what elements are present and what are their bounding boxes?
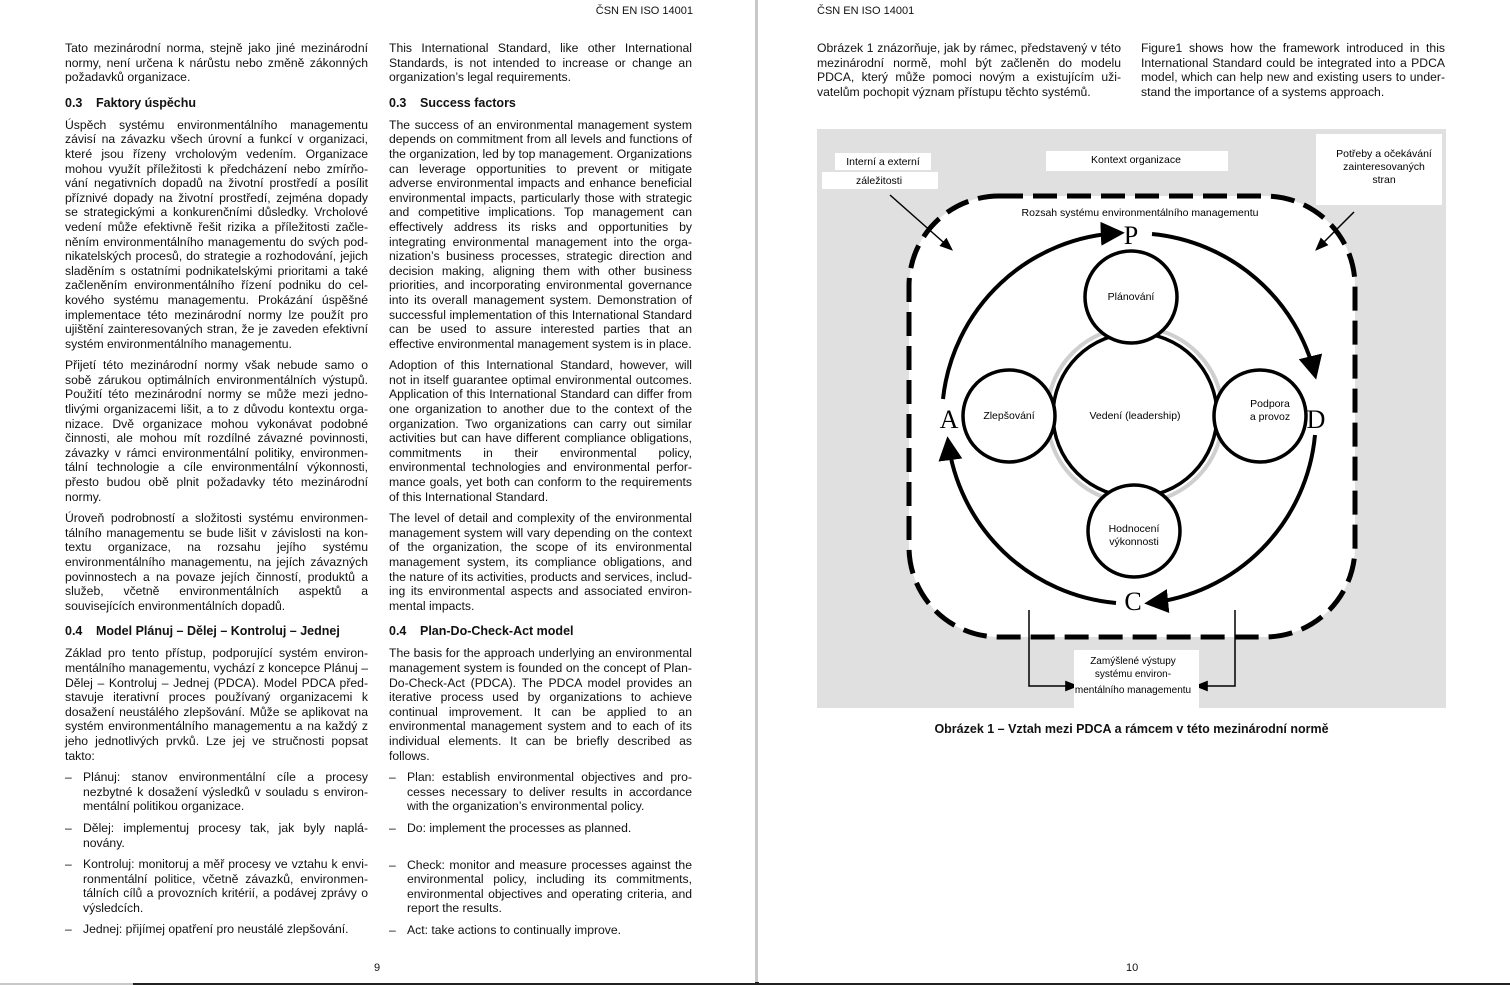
- letter-a: A: [939, 405, 959, 434]
- cz-intro: Tato mezinárodní norma, stejně jako jiné mezinárodní normy, není určena k nárůstu nebo změně zákonných požadavků organizace.: [65, 41, 368, 85]
- needs-label-1: Potřeby a očekávání: [1336, 148, 1432, 160]
- leadership-label: Vedení (leadership): [1089, 410, 1181, 422]
- letter-d: D: [1306, 405, 1326, 434]
- en-section-0-3-heading: [389, 96, 692, 111]
- section-number: 0.3: [65, 95, 83, 110]
- en-paragraph: The basis for the approach underlying an environmental management system is founded on the concept of Plan-Do-Check-Act (PDCA). The PDCA model provides an iterative process used by organizations to achieve continual improvement. It can be applied to an environmental management system and to each of its individual elements. It can be briefly described as follows.: [389, 646, 692, 763]
- planning-label: Plánování: [1107, 291, 1155, 303]
- czech-column: [65, 41, 368, 944]
- letter-p: P: [1123, 221, 1139, 250]
- en-figure-intro: [1141, 41, 1445, 106]
- dash-bullet: –: [65, 770, 72, 785]
- cz-section-0-4-heading: [65, 624, 368, 639]
- internal-issues-label-2: záležitosti: [855, 175, 903, 187]
- en-paragraph: Adoption of this International Standard, however, will not in itself guarantee optimal environmental outcomes. Application of this International Standard can differ from one organization to another due to the context of the organization. Two organizations can carry out similar activities but can have different compliance obligations, commitments in their environmental policy, environmental technologies and environmental performance goals, yet both can conform to the requirements of this International Standard.: [389, 358, 692, 504]
- dash-bullet: –: [65, 857, 72, 872]
- list-item-text: Dělej: implementuj procesy tak, jak byly naplánovány.: [83, 820, 368, 850]
- page-number: 10: [1126, 962, 1139, 974]
- evaluation-label-1: Hodnocení: [1108, 523, 1160, 535]
- dash-bullet: –: [389, 770, 396, 785]
- list-item: [389, 923, 692, 938]
- list-item: [65, 821, 368, 850]
- section-title: Plan-Do-Check-Act model: [420, 624, 574, 639]
- internal-issues-label: Interní a externí: [846, 156, 920, 168]
- dash-bullet: –: [65, 922, 72, 937]
- cz-paragraph: Obrázek 1 znázorňuje, jak by rámec, představený v této mezinárodní normě, mohl být začleněn do modelu PDCA, který může pomoci novým a existujícím uživatelům pochopit význam přístupu těchto systémů.: [817, 41, 1121, 99]
- en-paragraph: Figure1 shows how the framework introduced in this International Standard could be integrated into a PDCA model, which can help new and existing users to understand the importance of a systems approach.: [1141, 41, 1445, 99]
- page-header: ČSN EN ISO 14001: [817, 5, 915, 17]
- needs-label-2: zainteresovaných: [1343, 161, 1425, 173]
- english-column: [389, 41, 692, 944]
- cz-paragraph: Přijetí této mezinárodní normy však nebude samo o sobě zárukou optimálních environmentálních výstupů. Použití této mezinárodní normy se může mezi jednotlivými organizacemi lišit, a to z důvodu kontextu organizace. Dvě organizace mohou vykonávat podobné činnosti, ale mohou mít rozdílné závazné povinnosti, závazky v rámci environmentální politiky, environmentální technologie a cíle environmentální výkonnosti, přesto budou obě plnit požadavky této mezinárodní normy.: [65, 358, 368, 504]
- dash-bullet: –: [389, 922, 396, 937]
- scope-label: Rozsah systému environmentálního managementu: [1021, 207, 1259, 219]
- evaluation-label-2: výkonnosti: [1109, 536, 1159, 548]
- improvement-label: Zlepšování: [983, 410, 1035, 422]
- outcomes-label-2: systému environ-: [1094, 669, 1172, 680]
- list-item-text: Act: take actions to continually improve.: [407, 922, 622, 937]
- en-section-0-4-heading: [389, 624, 692, 639]
- list-item: [389, 821, 692, 836]
- list-item: [65, 770, 368, 814]
- list-item-text: Do: implement the processes as planned.: [407, 820, 632, 835]
- dash-bullet: –: [389, 857, 396, 872]
- section-title: Model Plánuj – Dělej – Kontroluj – Jednej: [96, 624, 340, 639]
- pdca-figure: [817, 129, 1446, 708]
- list-item-text: Kontroluj: monitoruj a měř procesy ve vztahu k environmentální politice, včetně závazků, environmentálních cílů a provozních kritérií, a podávej zprávy o výsledcích.: [83, 857, 368, 915]
- outcomes-label-1: Zamýšlené výstupy: [1090, 656, 1176, 667]
- list-item: [65, 857, 368, 915]
- page-9: [0, 0, 755, 983]
- needs-label-3: stran: [1372, 174, 1396, 186]
- cz-section-0-3-heading: [65, 96, 368, 111]
- section-title: Faktory úspěchu: [96, 95, 197, 110]
- list-item: [65, 922, 368, 937]
- section-number: 0.4: [65, 624, 83, 639]
- list-item: [389, 858, 692, 916]
- letter-c: C: [1124, 587, 1142, 616]
- section-title: Success factors: [420, 95, 516, 110]
- section-number: 0.4: [389, 624, 407, 639]
- support-label-2: a provoz: [1249, 411, 1291, 423]
- en-paragraph: The level of detail and complexity of the environmental management system will vary depending on the context of the organization, the scope of its environmental management system, its compliance obligations, and the nature of its activities, products and services, including its environmental aspects and associated environmental impacts.: [389, 511, 692, 613]
- context-label: Kontext organizace: [1091, 154, 1181, 166]
- cz-paragraph: Úroveň podrobností a složitosti systému environmentálního managementu se bude lišit v závislosti na kontextu organizace, na rozsahu jejího systému environmentálního managementu, na jejích závazných povinnostech a na povaze jejích činností, produktů a služeb, včetně environmentálních aspektů a souvisejících environmentálních dopadů.: [65, 511, 368, 613]
- section-number: 0.3: [389, 95, 407, 110]
- cz-figure-intro: [817, 41, 1121, 106]
- dash-bullet: –: [65, 820, 72, 835]
- en-intro: This International Standard, like other International Standards, is not intended to increase or change an organization’s legal requirements.: [389, 41, 692, 85]
- list-item-text: Plan: establish environmental objectives and processes necessary to deliver results in accordance with the organization’s environmental policy.: [407, 770, 692, 814]
- outcomes-label-3: mentálního managementu: [1074, 685, 1192, 696]
- cz-paragraph: Úspěch systému environmentálního managementu závisí na závazku všech úrovní a funkcí v organizaci, které jsou řízeny vrcholovým vedením. Organizace mohou využít příležitosti k předcházení nebo zmírňování negativních dopadů na životní prostředí a posílit příznivé dopady na životní prostředí, zejména dopady se strategickými a konkurenčními důsledky. Vrcholové vedení může efektivně řešit rizika a příležitosti začleněním environmentálního managementu do svých podnikatelských procesů, do strategie a rozhodování, jejich sladěním s ostatními podnikatelskými prioritami a také začleněním environmentálního řízení podniku do celkového systému managementu. Prokázání úspěšné implementace této mezinárodní normy lze použít pro ujištění zainteresovaných stran, že je zaveden efektivní systém environmentálního managementu.: [65, 117, 368, 351]
- list-item-text: Check: monitor and measure processes against the environmental policy, including its commitments, environmental objectives and operating criteria, and report the results.: [407, 857, 692, 916]
- page-number: 9: [374, 962, 381, 974]
- en-paragraph: The success of an environmental management system depends on commitment from all levels and functions of the organization, led by top management. Organizations can leverage opportunities to prevent or mitigate adverse environmental impacts and enhance beneficial environmental impacts, particularly those with strategic and competitive implications. Top management can effectively address its risks and opportunities by integrating environmental management into the organization’s business processes, strategic direction and decision making, aligning them with other business priorities, and incorporating environmental governance into its overall management system. Demonstration of successful implementation of this International Standard can be used to assure interested parties that an effective environmental management system is in place.: [389, 117, 692, 351]
- en-pdca-list: [389, 770, 692, 937]
- dash-bullet: –: [389, 820, 396, 835]
- figure-caption: Obrázek 1 – Vztah mezi PDCA a rámcem v této mezinárodní normě: [934, 722, 1329, 736]
- page-header: ČSN EN ISO 14001: [595, 5, 693, 17]
- cz-pdca-list: [65, 770, 368, 937]
- page-divider: [755, 0, 758, 985]
- list-item-text: Plánuj: stanov environmentální cíle a procesy nezbytné k dosažení výsledků v souladu s environmentální politikou organizace.: [83, 770, 368, 814]
- page-10: [759, 0, 1510, 983]
- support-label-1: Podpora: [1250, 398, 1290, 410]
- list-item: [389, 770, 692, 814]
- pdca-diagram: [817, 129, 1446, 708]
- list-item-text: Jednej: přijímej opatření pro neustálé zlepšování.: [83, 922, 349, 937]
- cz-paragraph: Základ pro tento přístup, podporující systém environmentálního managementu, vychází z koncepce Plánuj – Dělej – Kontroluj – Jednej (PDCA). Model PDCA představuje iterativní proces používaný organizacemi k dosažení neustálého zlepšování. Může se aplikovat na systém environmentálního managementu a na každý z jeho jednotlivých prvků. Lze jej ve stručnosti popsat takto:: [65, 646, 368, 763]
